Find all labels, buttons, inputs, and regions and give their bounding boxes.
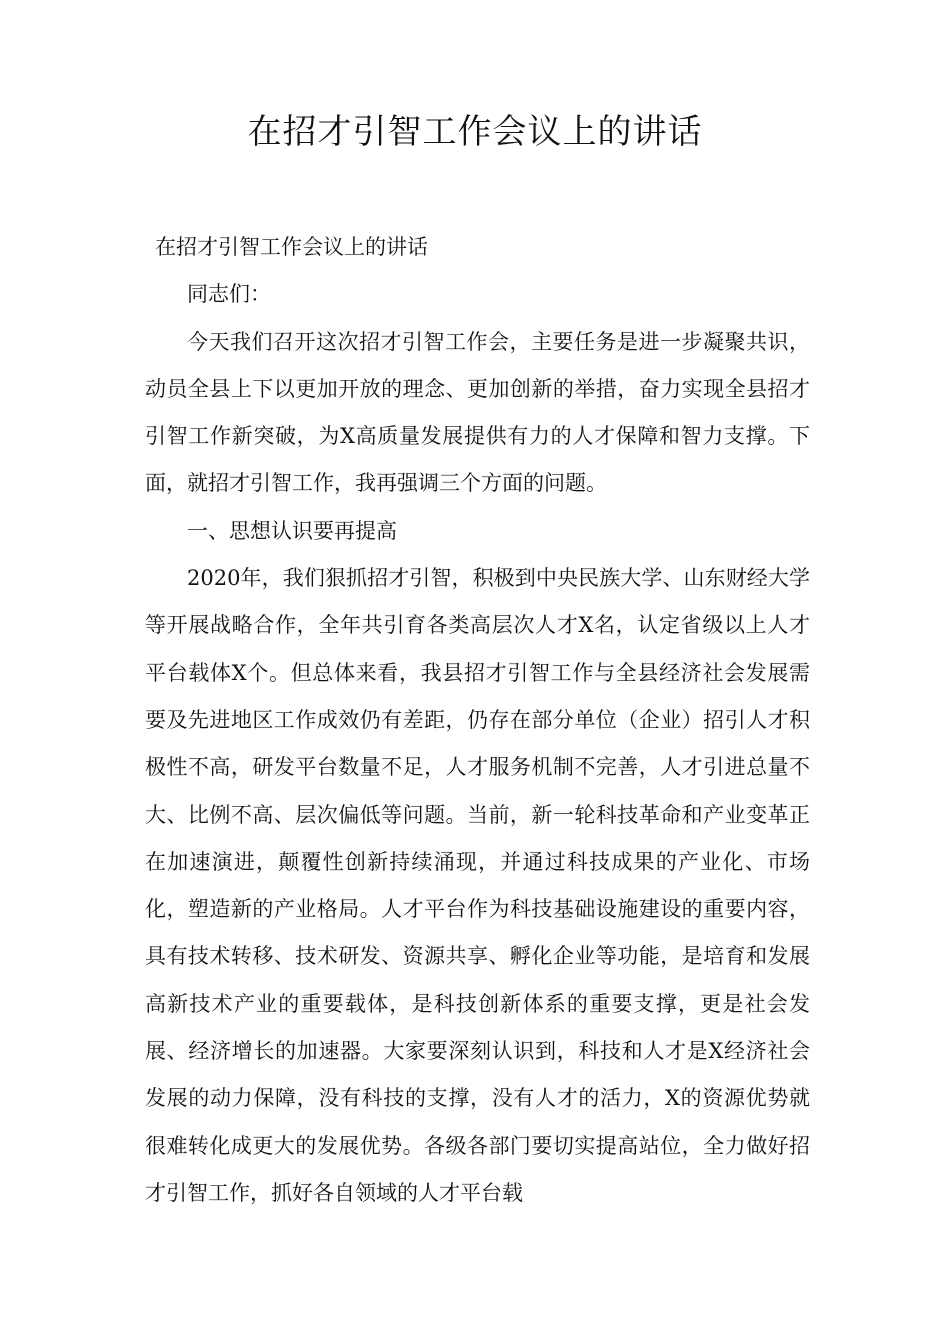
paragraph-section-1: 2020年，我们狠抓招才引智，积极到中央民族大学、山东财经大学等开展战略合作，全年共引育各类高层次人才X名，认定省级以上人才平台载体X个。但总体来看，我县招才引智工作与全县经济社会发展需要及先进地区工作成效仍有差距，仍存在部分单位（企业）招引人才积极性不高，研发平台数量不足，人才服务机制不完善，人才引进总量不大、比例不高、层次偏低等问题。当前，新一轮科技革命和产业变革正在加速演进，颠覆性创新持续涌现，并通过科技成果的产业化、市场化，塑造新的产业格局。人才平台作为科技基础设施建设的重要内容，具有技术转移、技术研发、资源共享、孵化企业等功能，是培育和发展高新技术产业的重要载体，是科技创新体系的重要支撑，更是社会发展、经济增长的加速器。大家要深刻认识到，科技和人才是X经济社会发展的动力保障，没有科技的支撑，没有人才的活力，X的资源优势就很难转化成更大的发展优势。各级各部门要切实提高站位，全力做好招才引智工作，抓好各自领域的人才平台载 xyxy=(145,566,810,1205)
document-subtitle: 在招才引智工作会议上的讲话 xyxy=(155,235,428,259)
document-title: 在招才引智工作会议上的讲话 xyxy=(247,112,703,152)
document-body xyxy=(145,224,810,1217)
salutation: 同志们： xyxy=(187,282,271,307)
paragraph-intro: 今天我们召开这次招才引智工作会，主要任务是进一步凝聚共识，动员全县上下以更加开放的理念、更加创新的举措，奋力实现全县招才引智工作新突破，为X高质量发展提供有力的人才保障和智力支撑。下面，就招才引智工作，我再强调三个方面的问题。 xyxy=(145,329,810,496)
section-heading-1: 一、思想认识要再提高 xyxy=(187,518,397,543)
